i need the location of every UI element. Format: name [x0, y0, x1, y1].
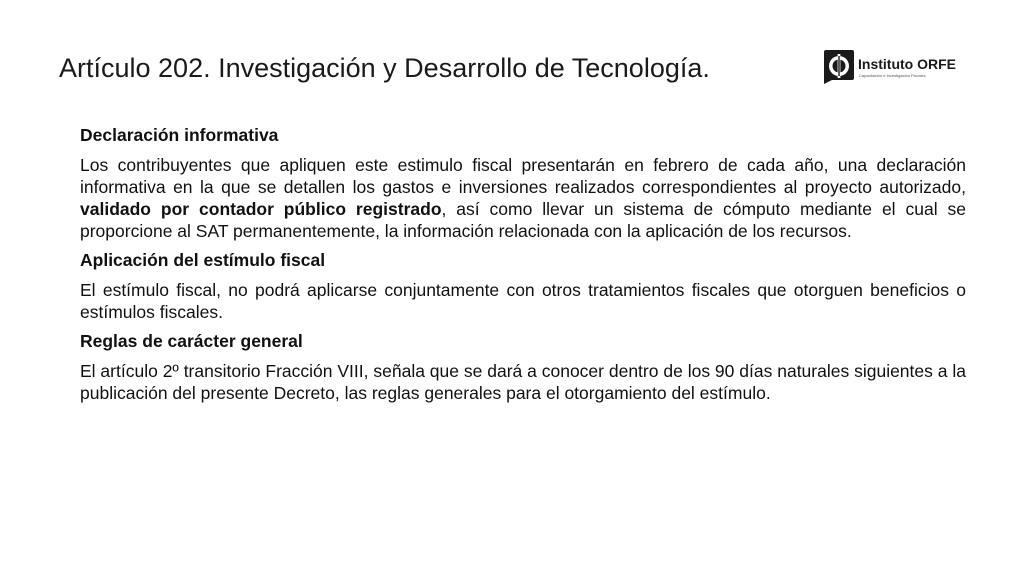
- body-text-bold: validado por contador público registrado: [80, 199, 442, 219]
- institute-logo: [822, 48, 982, 88]
- section-body-reglas: El artículo 2º transitorio Fracción VIII, señala que se dará a conocer dentro de los 90 días naturales siguientes a la publicación del presente Decreto, las reglas generales para el otorgamiento del estímulo.: [80, 361, 966, 403]
- body-text-before: Los contribuyentes que apliquen este estimulo fiscal presentarán en febrero de cada año, una declaración informativa en la que se detallen los gastos e inversiones realizados correspondientes al proyecto autorizado,: [80, 155, 966, 197]
- body-text-after: , así como llevar un sistema de cómputo mediante el cual se proporcione al SAT permanentemente, la información relacionada con la aplicación de los recursos.: [80, 199, 966, 241]
- logo-tagline: Capacitación e Investigación Fiscales: [859, 73, 926, 78]
- section-body-aplicacion: El estímulo fiscal, no podrá aplicarse conjuntamente con otros tratamientos fiscales que otorguen beneficios o estímulos fiscales.: [80, 280, 966, 322]
- section-heading-reglas: Reglas de carácter general: [80, 331, 303, 351]
- section-body-declaracion: [80, 154, 966, 242]
- section-heading-aplicacion: Aplicación del estímulo fiscal: [80, 250, 326, 270]
- section-heading-declaracion: Declaración informativa: [80, 125, 279, 145]
- slide-title: Artículo 202. Investigación y Desarrollo de Tecnología.: [59, 53, 710, 83]
- orfe-logo-icon: [822, 48, 856, 84]
- logo-name: Instituto ORFE: [858, 56, 956, 72]
- slide-content: [80, 124, 966, 411]
